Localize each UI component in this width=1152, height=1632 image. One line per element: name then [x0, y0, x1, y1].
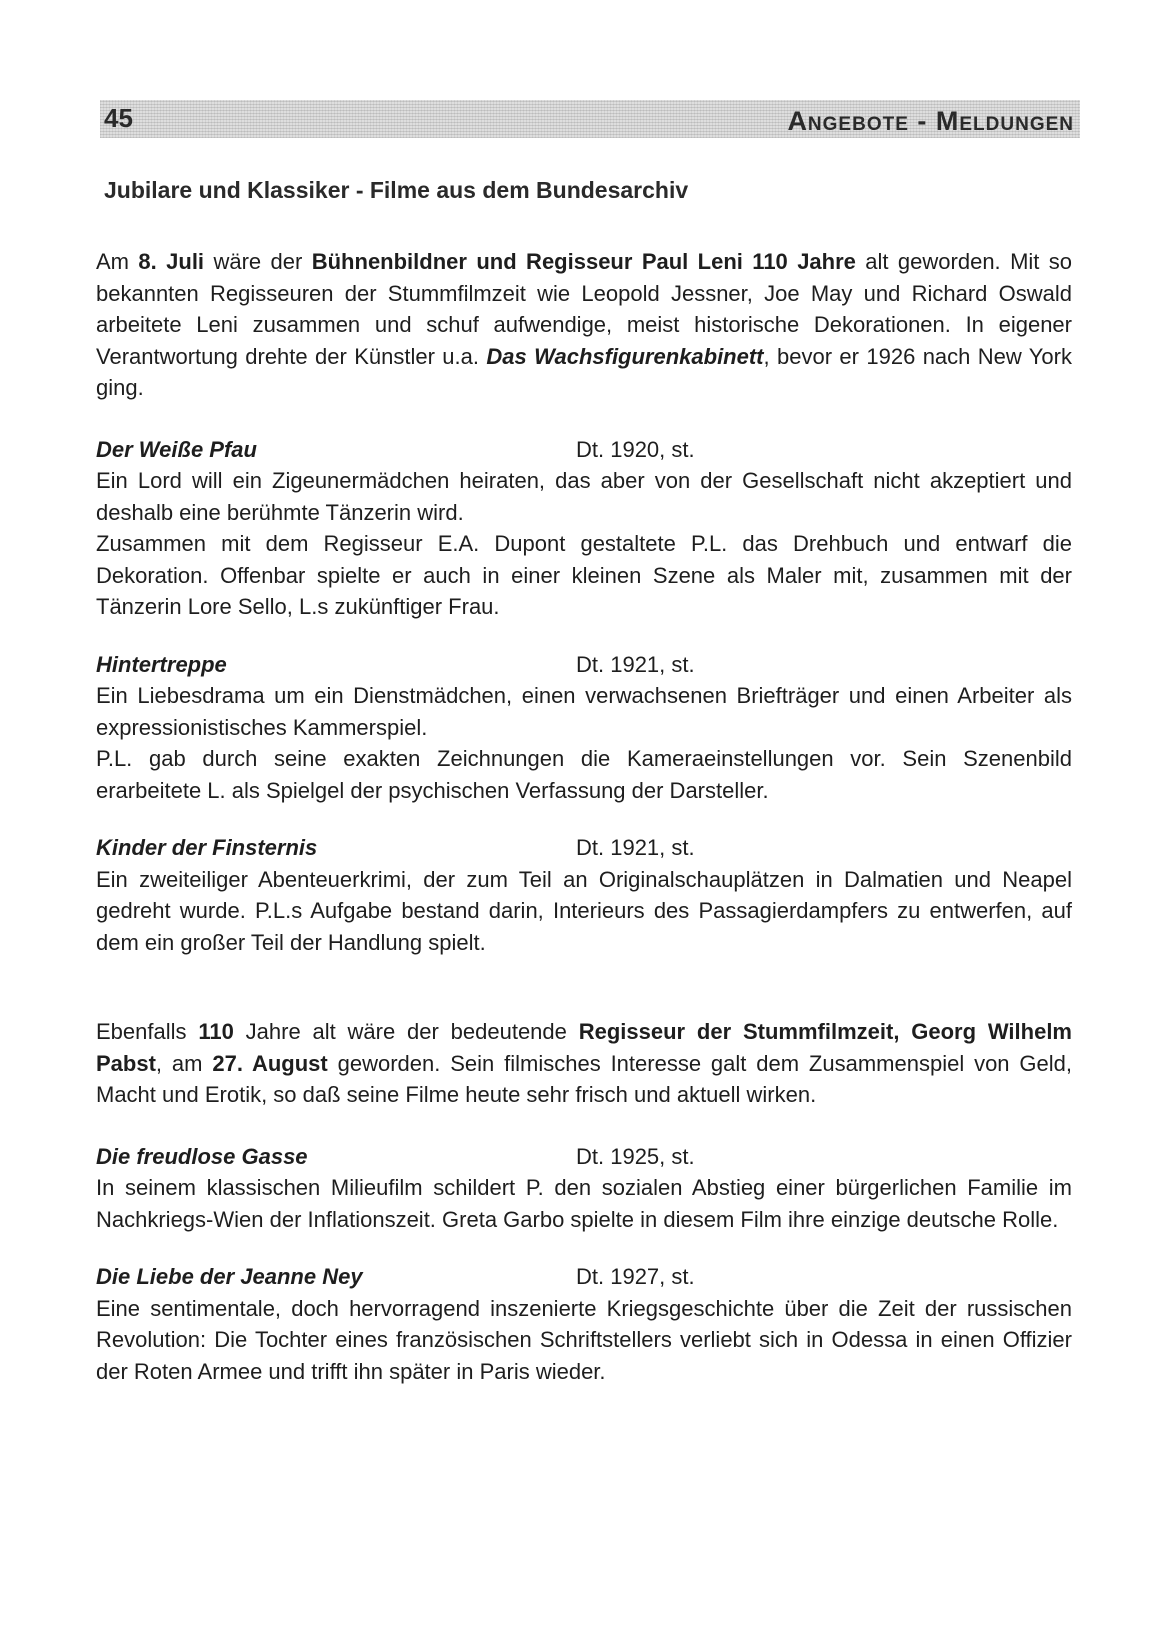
film-note: Zusammen mit dem Regisseur E.A. Dupont gestaltete P.L. das Drehbuch und entwarf die Dekoration. Offenbar spielte er auch in einer kleinen Szene als Maler mit, zusammen mit der Tänzerin Lore Sello, L.s zukünftiger Frau.	[96, 531, 1072, 619]
intro-text: alt geworden. Mit so bekannten Regisseuren der Stummfilmzeit wie Leopold Jessner, Joe May und Richard Oswald arbeitete Leni zusammen und schuf aufwendige, meist historische Dekorationen. In eigener Verantwortung drehte der Künstler u.a.	[96, 249, 1073, 369]
film-description: Eine sentimentale, doch hervorragend inszenierte Kriegsgeschichte über die Zeit der russischen Revolution: Die Tochter eines französischen Schriftstellers verliebt sich in Odessa in einen Offizier der Roten Armee und trifft ihn später in Paris wieder.	[96, 1295, 1072, 1384]
film-meta: Dt. 1921, st.	[576, 835, 695, 860]
film-description: In seinem klassischen Milieufilm schildert P. den sozialen Abstieg einer bürgerlichen Familie im Nachkriegs-Wien der Inflationszeit. Greta Garbo spielte in diesem Film ihre einzige deutsche Rolle.	[96, 1175, 1072, 1232]
film-header	[96, 434, 1072, 466]
intro-text: , am	[155, 1050, 213, 1076]
film-note: P.L. gab durch seine exakten Zeichnungen die Kameraeinstellungen vor. Sein Szenenbild erarbeitete L. als Spielgel der psychischen Verfassung der Darsteller.	[96, 746, 1072, 803]
intro-text: geworden. Sein filmisches Interesse galt dem Zusammenspiel von Geld, Macht und Erotik, so daß seine Filme heute sehr frisch und aktuell wirken.	[96, 1050, 1072, 1107]
film-header	[96, 832, 1072, 864]
film-title: Die Liebe der Jeanne Ney	[96, 1264, 363, 1289]
film-title: Kinder der Finsternis	[96, 835, 318, 860]
intro-text: Am	[96, 249, 139, 274]
intro-text: , bevor er 1926 nach New York ging.	[96, 343, 1072, 400]
page-number: 45	[104, 103, 133, 133]
film-entry	[96, 832, 1072, 958]
intro-date: 27. August	[212, 1050, 328, 1076]
film-description: Ein zweiteiliger Abenteuerkrimi, der zum Teil an Originalschauplätzen in Dalmatien und Neapel gedreht wurde. P.L.s Aufgabe bestand darin, Interieurs des Passagierdampfers zu entwerfen, auf dem ein großer Teil der Handlung spielt.	[96, 866, 1072, 955]
film-header	[96, 1141, 1072, 1173]
film-title: Die freudlose Gasse	[96, 1143, 308, 1169]
film-meta: Dt. 1925, st.	[576, 1143, 695, 1169]
intro-person: Regisseur der Stummfilmzeit, Georg Wilhelm Pabst	[96, 1019, 1072, 1076]
film-description: Ein Liebesdrama um ein Dienstmädchen, einen verwachsenen Briefträger und einen Arbeiter als expressionistisches Kammerspiel.	[96, 683, 1072, 740]
film-meta: Dt. 1921, st.	[576, 651, 695, 677]
pabst-intro-paragraph	[96, 1016, 1072, 1111]
intro-text: Ebenfalls	[96, 1019, 199, 1044]
intro-film-title: Das Wachsfigurenkabinett	[486, 343, 764, 369]
intro-text: wäre der	[204, 249, 312, 274]
leni-intro-paragraph	[96, 246, 1072, 404]
film-entry	[96, 434, 1072, 623]
film-header	[96, 1261, 1072, 1293]
film-description: Ein Lord will ein Zigeunermädchen heiraten, das aber von der Gesellschaft nicht akzeptiert und deshalb eine berühmte Tänzerin wird.	[96, 468, 1072, 525]
film-title: Der Weiße Pfau	[96, 436, 257, 462]
intro-text: Jahre alt wäre der bedeutende	[233, 1019, 579, 1044]
film-entry	[96, 1141, 1072, 1236]
film-entry	[96, 649, 1072, 807]
film-meta: Dt. 1927, st.	[576, 1264, 695, 1289]
film-entry	[96, 1261, 1072, 1387]
intro-date: 8. Juli	[138, 249, 205, 274]
intro-years: 110	[198, 1019, 234, 1044]
film-meta: Dt. 1920, st.	[576, 436, 695, 462]
page-content	[96, 172, 1072, 1387]
film-header	[96, 649, 1072, 681]
article-heading: Jubilare und Klassiker - Filme aus dem Bundesarchiv	[104, 177, 689, 203]
film-title: Hintertreppe	[96, 651, 227, 677]
intro-person: Bühnenbildner und Regisseur Paul Leni 110 Jahre	[311, 249, 856, 274]
section-title: Angebote - Meldungen	[787, 106, 1074, 136]
